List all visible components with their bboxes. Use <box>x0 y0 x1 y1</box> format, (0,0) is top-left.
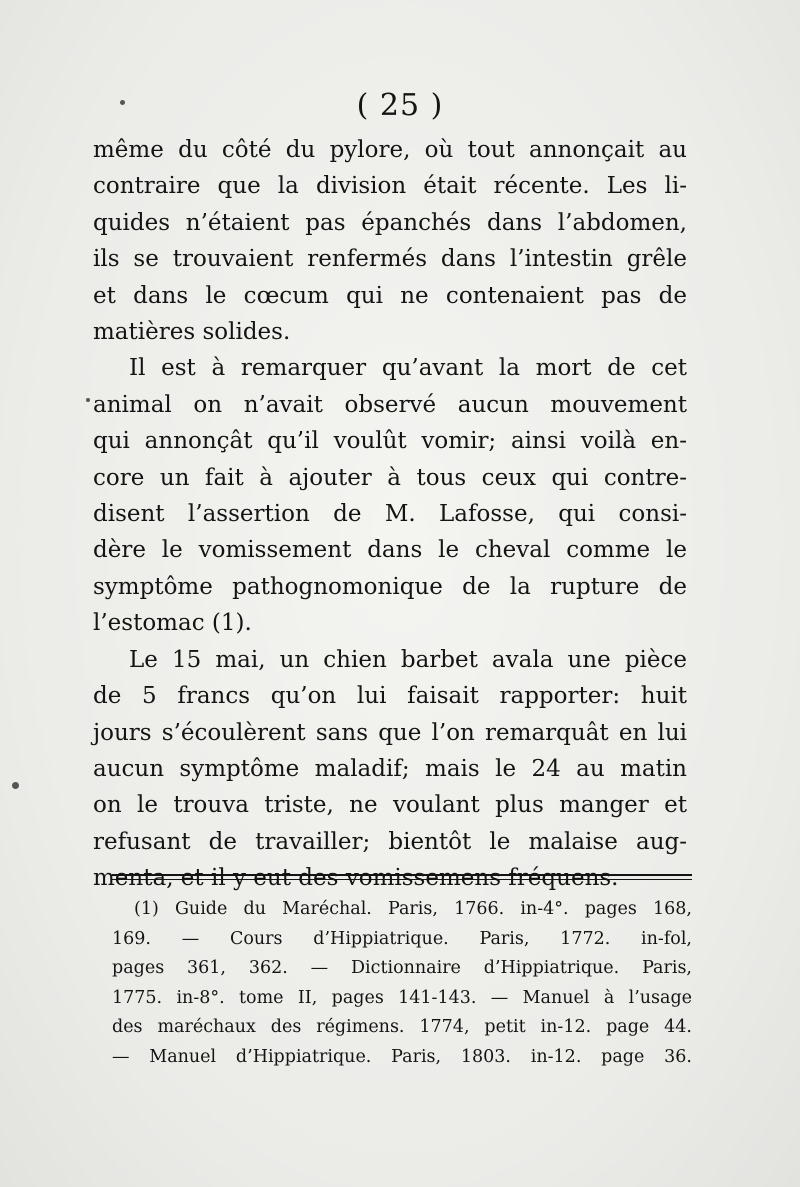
text-line: jours s’écoulèrent sans que l’on remarquât en lui <box>93 719 687 746</box>
text-line: et dans le cœcum qui ne contenaient pas de <box>93 282 687 309</box>
footnote-line: des maréchaux des régimens. 1774, petit in-12. page 44. <box>112 1017 692 1038</box>
text-line: aucun symptôme maladif; mais le 24 au matin <box>93 755 687 782</box>
ink-speck <box>12 782 19 789</box>
ink-speck <box>86 398 90 402</box>
paragraph-1 <box>93 132 687 350</box>
main-text <box>93 132 687 897</box>
footnote-rule-thin <box>112 879 692 880</box>
text-line: ils se trouvaient renfermés dans l’intestin grêle <box>93 246 687 273</box>
text-line: qui annonçât qu’il voulût vomir; ainsi voilà en- <box>93 428 687 455</box>
footnote-line: 1775. in-8°. tome II, pages 141-143. — Manuel à l’usage <box>112 987 692 1008</box>
text-line: dère le vomissement dans le cheval comme le <box>93 537 687 564</box>
text-line: core un fait à ajouter à tous ceux qui contre- <box>93 464 687 491</box>
text-line: Il est à remarquer qu’avant la mort de cet <box>129 355 687 382</box>
footnote-rule <box>112 874 692 876</box>
footnote-line: pages 361, 362. — Dictionnaire d’Hippiatrique. Paris, <box>112 958 692 979</box>
text-line: refusant de travailler; bientôt le malaise aug- <box>93 828 687 855</box>
paragraph-3 <box>93 642 687 897</box>
text-line: l’estomac (1). <box>93 610 252 637</box>
text-line: on le trouva triste, ne voulant plus manger et <box>93 792 687 819</box>
text-line: disent l’assertion de M. Lafosse, qui consi- <box>93 501 687 528</box>
text-line: quides n’étaient pas épanchés dans l’abdomen, <box>93 209 687 236</box>
footnote-line: (1) Guide du Maréchal. Paris, 1766. in-4°. pages 168, <box>134 899 692 919</box>
text-line: symptôme pathognomonique de la rupture de <box>93 573 687 600</box>
text-line: contraire que la division était récente. Les li- <box>93 173 687 200</box>
text-line: de 5 francs qu’on lui faisait rapporter: huit <box>93 683 687 710</box>
paragraph-2 <box>93 350 687 641</box>
ink-speck <box>120 100 125 105</box>
footnote-line: — Manuel d’Hippiatrique. Paris, 1803. in-12. page 36. <box>112 1046 692 1067</box>
page-number: ( 25 ) <box>356 88 444 123</box>
footnote <box>112 895 692 1073</box>
text-line: animal on n’avait observé aucun mouvement <box>93 391 687 418</box>
text-line: même du côté du pylore, où tout annonçait au <box>93 137 687 163</box>
footnote-line: 169. — Cours d’Hippiatrique. Paris, 1772. in-fol, <box>112 928 692 949</box>
text-line: matières solides. <box>93 319 291 346</box>
text-line: menta, et il y eut des vomissemens fréquens. <box>93 865 619 892</box>
text-line: Le 15 mai, un chien barbet avala une pièce <box>129 646 687 673</box>
